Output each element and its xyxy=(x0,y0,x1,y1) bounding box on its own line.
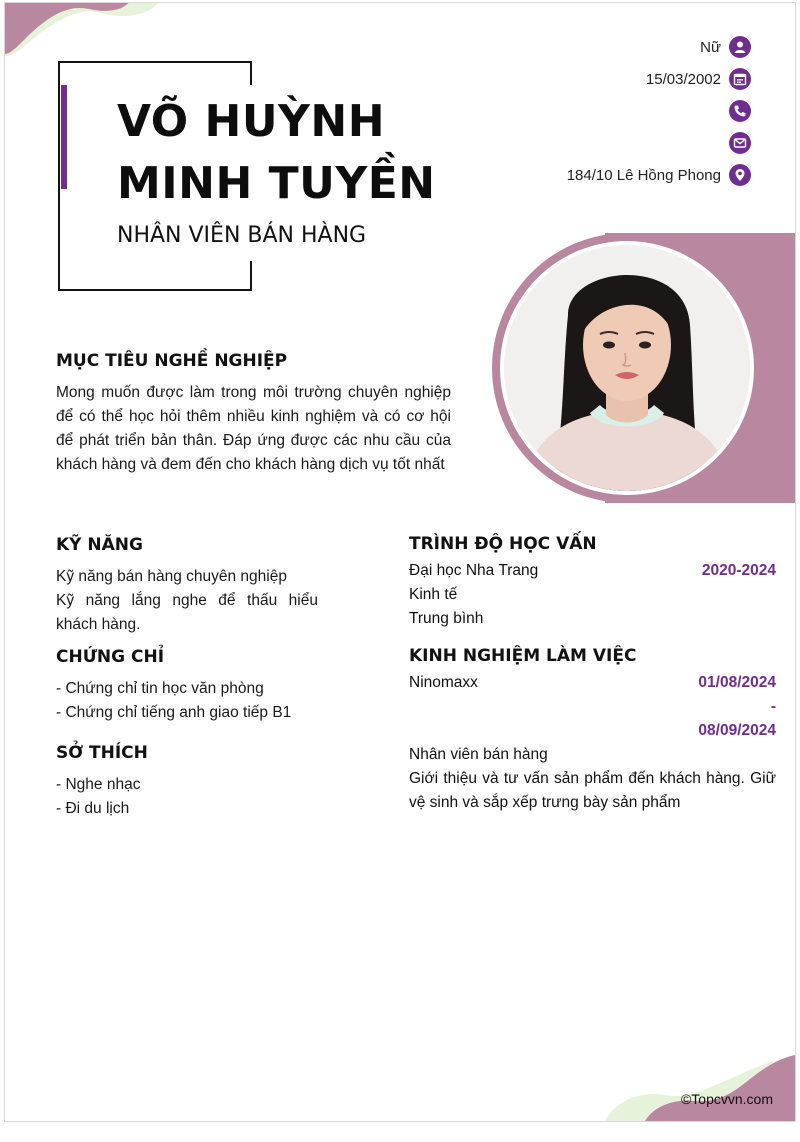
name-accent-bar xyxy=(61,85,67,189)
hobby-item: - Đi du lịch xyxy=(56,800,130,817)
name-frame-right-top xyxy=(250,61,252,85)
user-icon xyxy=(729,36,751,58)
objective-heading: MỤC TIÊU NGHỀ NGHIỆP xyxy=(56,351,288,371)
skill-item: Kỹ năng bán hàng chuyên nghiệp xyxy=(56,568,287,585)
name-frame-bottom xyxy=(58,289,252,291)
hobbies-heading: SỞ THÍCH xyxy=(56,743,148,763)
skills-list xyxy=(56,565,318,637)
objective-text: Mong muốn được làm trong môi trường chuyên nghiệp để có thể học hỏi thêm nhiều kinh nghiệm và có cơ hội để phát triển bản thân. Đáp ứng được các nhu cầu của khách hàng và đem đến cho khách hàng dịch vụ tốt nhất xyxy=(56,384,451,473)
contact-phone xyxy=(567,95,751,127)
birthdate-text: 15/03/2002 xyxy=(645,70,721,88)
candidate-name xyxy=(117,91,457,215)
cv-page xyxy=(4,2,796,1122)
email-icon xyxy=(729,132,751,154)
skills-heading: KỸ NĂNG xyxy=(56,535,143,555)
experience-separator: - xyxy=(770,698,776,715)
address-text: 184/10 Lê Hồng Phong xyxy=(566,166,721,184)
portrait-illustration xyxy=(504,245,750,491)
profile-photo xyxy=(504,245,750,491)
experience-start: 01/08/2024 xyxy=(698,674,776,691)
experience-dates xyxy=(698,671,776,743)
hobby-item: - Nghe nhạc xyxy=(56,776,141,793)
experience-position: Nhân viên bán hàng xyxy=(409,746,548,763)
location-pin-icon xyxy=(729,164,751,186)
name-frame-right-bottom xyxy=(250,261,252,291)
name-frame-top xyxy=(58,61,252,63)
contact-info xyxy=(567,31,751,191)
footer-watermark: ©Topcvvn.com xyxy=(680,1091,773,1107)
hobbies-list xyxy=(56,773,356,821)
experience-entry xyxy=(409,671,776,815)
certificates-heading: CHỨNG CHỈ xyxy=(56,647,165,667)
decorative-blob-top-left xyxy=(4,2,171,69)
experience-end: 08/09/2024 xyxy=(698,722,776,739)
certificate-item: - Chứng chỉ tin học văn phòng xyxy=(56,680,264,697)
education-school: Đại học Nha Trang xyxy=(409,562,539,579)
decorative-blob-bottom-right xyxy=(595,1051,795,1121)
contact-gender xyxy=(567,31,751,63)
certificate-item: - Chứng chỉ tiếng anh giao tiếp B1 xyxy=(56,704,292,721)
contact-birthdate xyxy=(567,63,751,95)
experience-heading: KINH NGHIỆM LÀM VIỆC xyxy=(409,646,637,666)
contact-address xyxy=(567,159,751,191)
education-heading: TRÌNH ĐỘ HỌC VẤN xyxy=(409,534,597,554)
contact-email xyxy=(567,127,751,159)
calendar-icon xyxy=(729,68,751,90)
education-entry xyxy=(409,559,776,631)
experience-company: Ninomaxx xyxy=(409,674,478,691)
name-line-2: MINH TUYỀN xyxy=(117,158,436,209)
name-frame-left xyxy=(58,61,60,291)
gender-text: Nữ xyxy=(700,38,721,56)
phone-icon xyxy=(729,100,751,122)
job-title: NHÂN VIÊN BÁN HÀNG xyxy=(117,223,367,248)
education-period: 2020-2024 xyxy=(701,562,776,579)
education-major: Kinh tế xyxy=(409,586,458,603)
skill-item: Kỹ năng lắng nghe để thấu hiểu khách hàng. xyxy=(56,592,318,633)
name-line-1: VÕ HUỲNH xyxy=(117,96,386,147)
experience-description: Giới thiệu và tư vấn sản phẩm đến khách hàng. Giữ vệ sinh và sắp xếp trưng bày sản phẩm xyxy=(409,770,776,811)
certificates-list xyxy=(56,677,356,725)
education-grade: Trung bình xyxy=(409,610,484,627)
